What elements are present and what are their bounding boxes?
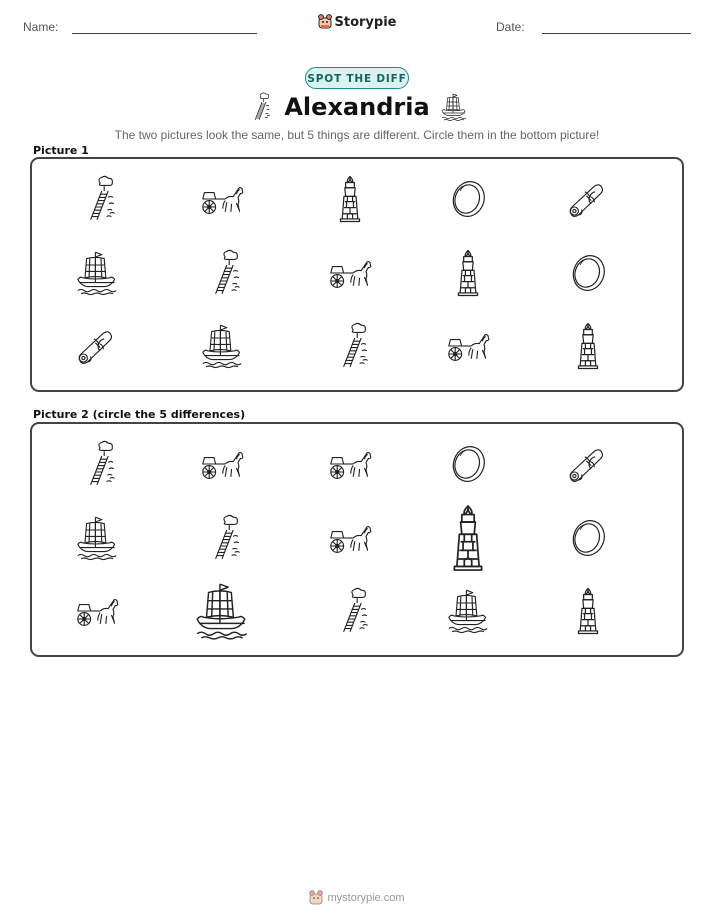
ship-icon	[439, 92, 469, 122]
coin-icon[interactable]	[444, 440, 492, 488]
name-label: Name:	[23, 20, 59, 34]
picture-1-panel	[30, 157, 684, 392]
footer	[0, 889, 714, 908]
page-title: Alexandria	[284, 93, 430, 121]
ship-icon[interactable]	[444, 587, 492, 635]
stairs-icon[interactable]	[326, 322, 374, 370]
chariot-icon[interactable]	[326, 514, 374, 562]
brand-name: Storypie	[334, 15, 397, 30]
picture-1-label: Picture 1	[33, 144, 89, 157]
lighthouse-icon[interactable]	[324, 173, 376, 225]
chariot-icon[interactable]	[198, 440, 246, 488]
ship-icon[interactable]	[198, 322, 246, 370]
chariot-icon[interactable]	[73, 587, 121, 635]
picture-2-label: Picture 2 (circle the 5 differences)	[33, 408, 246, 421]
footer-site: mystorypie.com	[327, 892, 405, 904]
scroll-icon[interactable]	[564, 175, 612, 223]
scroll-icon[interactable]	[73, 322, 121, 370]
ship-icon[interactable]	[73, 249, 121, 297]
lighthouse-icon[interactable]	[442, 247, 494, 299]
lighthouse-icon[interactable]	[562, 585, 614, 637]
stairs-icon[interactable]	[73, 440, 121, 488]
stairs-icon[interactable]	[73, 175, 121, 223]
lighthouse-icon[interactable]	[431, 501, 505, 575]
spot-the-diff-badge: SPOT THE DIFF	[305, 67, 409, 89]
storypie-logo-icon	[318, 13, 332, 33]
stairs-icon[interactable]	[326, 587, 374, 635]
name-line[interactable]	[72, 33, 257, 34]
coin-icon[interactable]	[444, 175, 492, 223]
instructions: The two pictures look the same, but 5 things are different. Circle them in the bottom picture!	[114, 128, 600, 142]
chariot-icon[interactable]	[198, 175, 246, 223]
chariot-icon[interactable]	[326, 249, 374, 297]
coin-icon[interactable]	[564, 514, 612, 562]
chariot-icon[interactable]	[326, 440, 374, 488]
date-label: Date:	[496, 20, 525, 34]
stairs-icon[interactable]	[198, 249, 246, 297]
date-line[interactable]	[542, 33, 691, 34]
scroll-icon[interactable]	[564, 440, 612, 488]
ship-icon[interactable]	[73, 514, 121, 562]
coin-icon[interactable]	[564, 249, 612, 297]
ship-icon[interactable]	[191, 580, 253, 642]
storypie-footer-icon	[309, 889, 323, 908]
stairs-icon[interactable]	[198, 514, 246, 562]
lighthouse-icon[interactable]	[562, 320, 614, 372]
chariot-icon[interactable]	[444, 322, 492, 370]
brand	[0, 13, 714, 33]
picture-2-panel	[30, 422, 684, 657]
